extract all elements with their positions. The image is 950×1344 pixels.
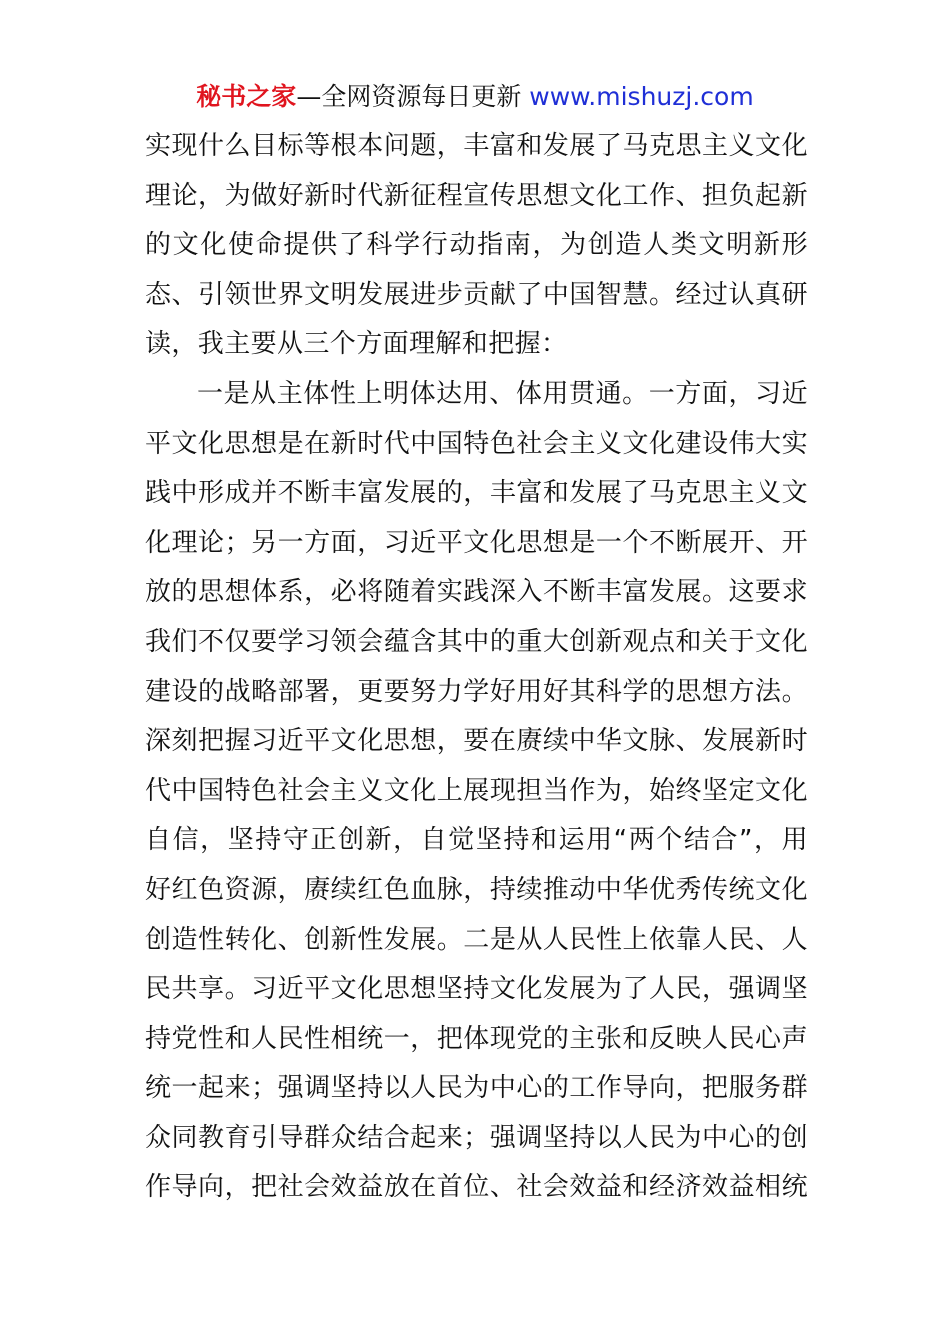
text-line: 的文化使命提供了科学行动指南，为创造人类文明新形 [145,230,808,261]
text-line: 平文化思想是在新时代中国特色社会主义文化建设伟大实 [145,428,808,459]
text-line: 建设的战略部署，更要努力学好用好其科学的思想方法。 [145,676,808,707]
text-line: 我们不仅要学习领会蕴含其中的重大创新观点和关于文化 [145,626,808,657]
text-line: 态、引领世界文明发展进步贡献了中国智慧。经过认真研 [145,279,808,310]
text-line: 持党性和人民性相统一，把体现党的主张和反映人民心声 [145,1023,808,1054]
site-header [0,80,950,114]
text-line: 实现什么目标等根本问题，丰富和发展了马克思主义文化 [145,131,808,161]
text-line: 统一起来；强调坚持以人民为中心的工作导向，把服务群 [145,1073,808,1104]
site-brand: 秘书之家 [196,82,297,111]
text-line: 化理论；另一方面，习近平文化思想是一个不断展开、开 [145,527,808,558]
text-line: 代中国特色社会主义文化上展现担当作为，始终坚定文化 [145,775,808,806]
text-line: 读，我主要从三个方面理解和把握： [145,329,568,360]
text-line: 深刻把握习近平文化思想，要在赓续中华文脉、发展新时 [145,726,808,757]
text-line: 理论，为做好新时代新征程宣传思想文化工作、担负起新 [145,180,808,211]
text-line: 放的思想体系，必将随着实践深入不断丰富发展。这要求 [145,577,808,608]
document-body [145,122,808,1213]
text-line: 好红色资源，赓续红色血脉，持续推动中华优秀传统文化 [145,874,808,905]
site-url-link[interactable]: www.mishuzj.com [529,82,754,111]
text-line: 自信，坚持守正创新，自觉坚持和运用“两个结合”，用 [145,825,808,856]
text-line: 创造性转化、创新性发展。二是从人民性上依靠人民、人 [145,924,808,955]
text-line: 众同教育引导群众结合起来；强调坚持以人民为中心的创 [145,1122,808,1153]
text-line: 践中形成并不断丰富发展的，丰富和发展了马克思主义文 [145,478,808,509]
text-line: 民共享。习近平文化思想坚持文化发展为了人民，强调坚 [145,974,808,1005]
site-tagline: —全网资源每日更新 [296,82,530,111]
text-line: 一是从主体性上明体达用、体用贯通。一方面，习近 [197,378,808,409]
text-line: 作导向，把社会效益放在首位、社会效益和经济效益相统 [145,1172,808,1203]
